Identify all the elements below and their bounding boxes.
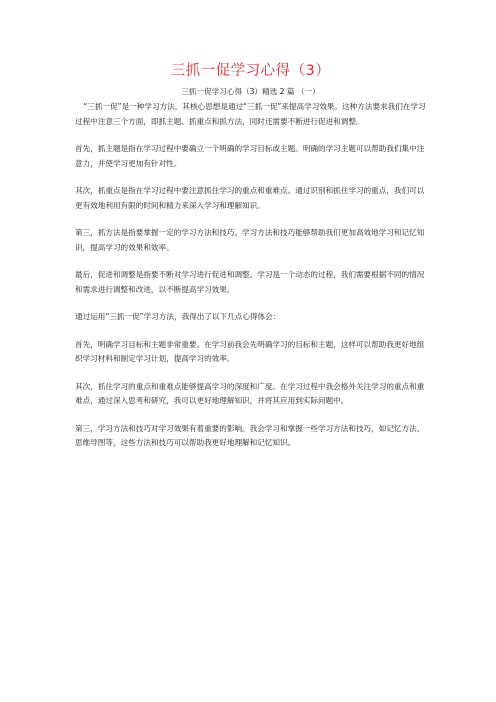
paragraph-insights-intro: 通过运用“三抓一促”学习方法，我得出了以下几点心得体会： bbox=[75, 312, 281, 321]
paragraph-method: 第三，抓方法是指要掌握一定的学习方法和技巧。学习方法和技巧能够帮助我们更加高效地学习和记忆知识，提高学习的效果和效率。 bbox=[75, 228, 425, 252]
paragraph-insight-focus: 其次，抓住学习的重点和重难点能够提高学习的深度和广度。在学习过程中我会格外关注学习的重点和重难点，通过深入思考和研究，我可以更好地理解知识，并将其应用到实际问题中。 bbox=[75, 381, 425, 405]
paragraph-theme: 首先，抓主题是指在学习过程中要确立一个明确的学习目标或主题。明确的学习主题可以帮助我们集中注意力，并使学习更加有针对性。 bbox=[75, 144, 425, 168]
paragraph-insight-goal: 首先，明确学习目标和主题非常重要。在学习前我会先明确学习的目标和主题，这样可以帮助我更好地组织学习材料和制定学习计划，提高学习的效率。 bbox=[75, 339, 425, 363]
document-title: 三抓一促学习心得（3） bbox=[170, 63, 331, 79]
paragraph-adjust: 最后，促进和调整是指要不断对学习进行促进和调整。学习是一个动态的过程，我们需要根据不同的情况和需求进行调整和改进，以不断提高学习效果。 bbox=[75, 270, 425, 294]
document-subtitle: 三抓一促学习心得（3）精选 2 篇 （一） bbox=[181, 87, 320, 96]
paragraph-intro: “三抓一促”是一种学习方法，其核心思想是通过“三抓一促”来提高学习效果。这种方法要求我们在学习过程中注意三个方面，即抓主题、抓重点和抓方法，同时还需要不断进行促进和调整。 bbox=[75, 102, 426, 126]
paragraph-key-points: 其次，抓重点是指在学习过程中要注意抓住学习的重点和重难点。通过识别和抓住学习的重点，我们可以更有效地利用有限的时间和精力来深入学习和理解知识。 bbox=[75, 186, 425, 210]
paragraph-insight-method: 第三，学习方法和技巧对学习效果有着重要的影响。我会学习和掌握一些学习方法和技巧，如记忆方法、思维导图等，这些方法和技巧可以帮助我更好地理解和记忆知识。 bbox=[75, 423, 425, 447]
